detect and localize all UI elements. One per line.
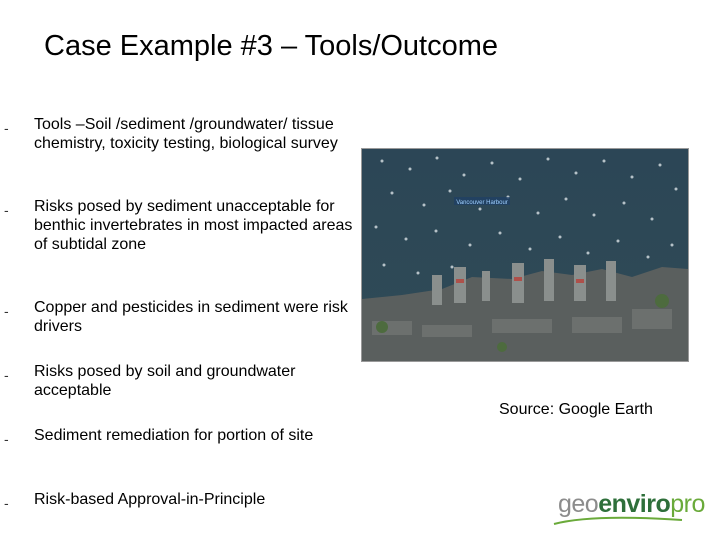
bullet-dash: - — [4, 495, 9, 511]
image-source-caption: Source: Google Earth — [499, 401, 653, 418]
bullet-dash: - — [4, 303, 9, 319]
photo-overlay-label: Vancouver Harbour — [456, 200, 508, 206]
logo-part-geo: geo — [558, 490, 599, 518]
bullet-dash: - — [4, 367, 9, 383]
aerial-harbour-photo — [361, 148, 689, 362]
slide-title: Case Example #3 – Tools/Outcome — [44, 30, 499, 62]
bullet-text: Risks posed by soil and groundwater acceptable — [34, 363, 296, 399]
logo-part-enviro: enviro — [598, 490, 671, 518]
bullet-text: Copper and pesticides in sediment were risk drivers — [34, 299, 348, 335]
company-logo — [552, 488, 705, 528]
harbour-illustration — [362, 149, 688, 361]
logo-wordmark — [558, 490, 705, 519]
logo-part-pro: pro — [670, 490, 705, 518]
bullet-dash: - — [4, 431, 9, 447]
bullet-dash: - — [4, 120, 9, 136]
bullet-text: Sediment remediation for portion of site — [34, 427, 314, 444]
bullet-text: Tools –Soil /sediment /groundwater/ tissue chemistry, toxicity testing, biological survey — [34, 116, 338, 152]
bullet-dash: - — [4, 202, 9, 218]
bullet-text: Risk-based Approval-in-Principle — [34, 491, 266, 508]
bullet-text: Risks posed by sediment unacceptable for benthic invertebrates in most impacted areas of subtidal zone — [34, 198, 353, 253]
